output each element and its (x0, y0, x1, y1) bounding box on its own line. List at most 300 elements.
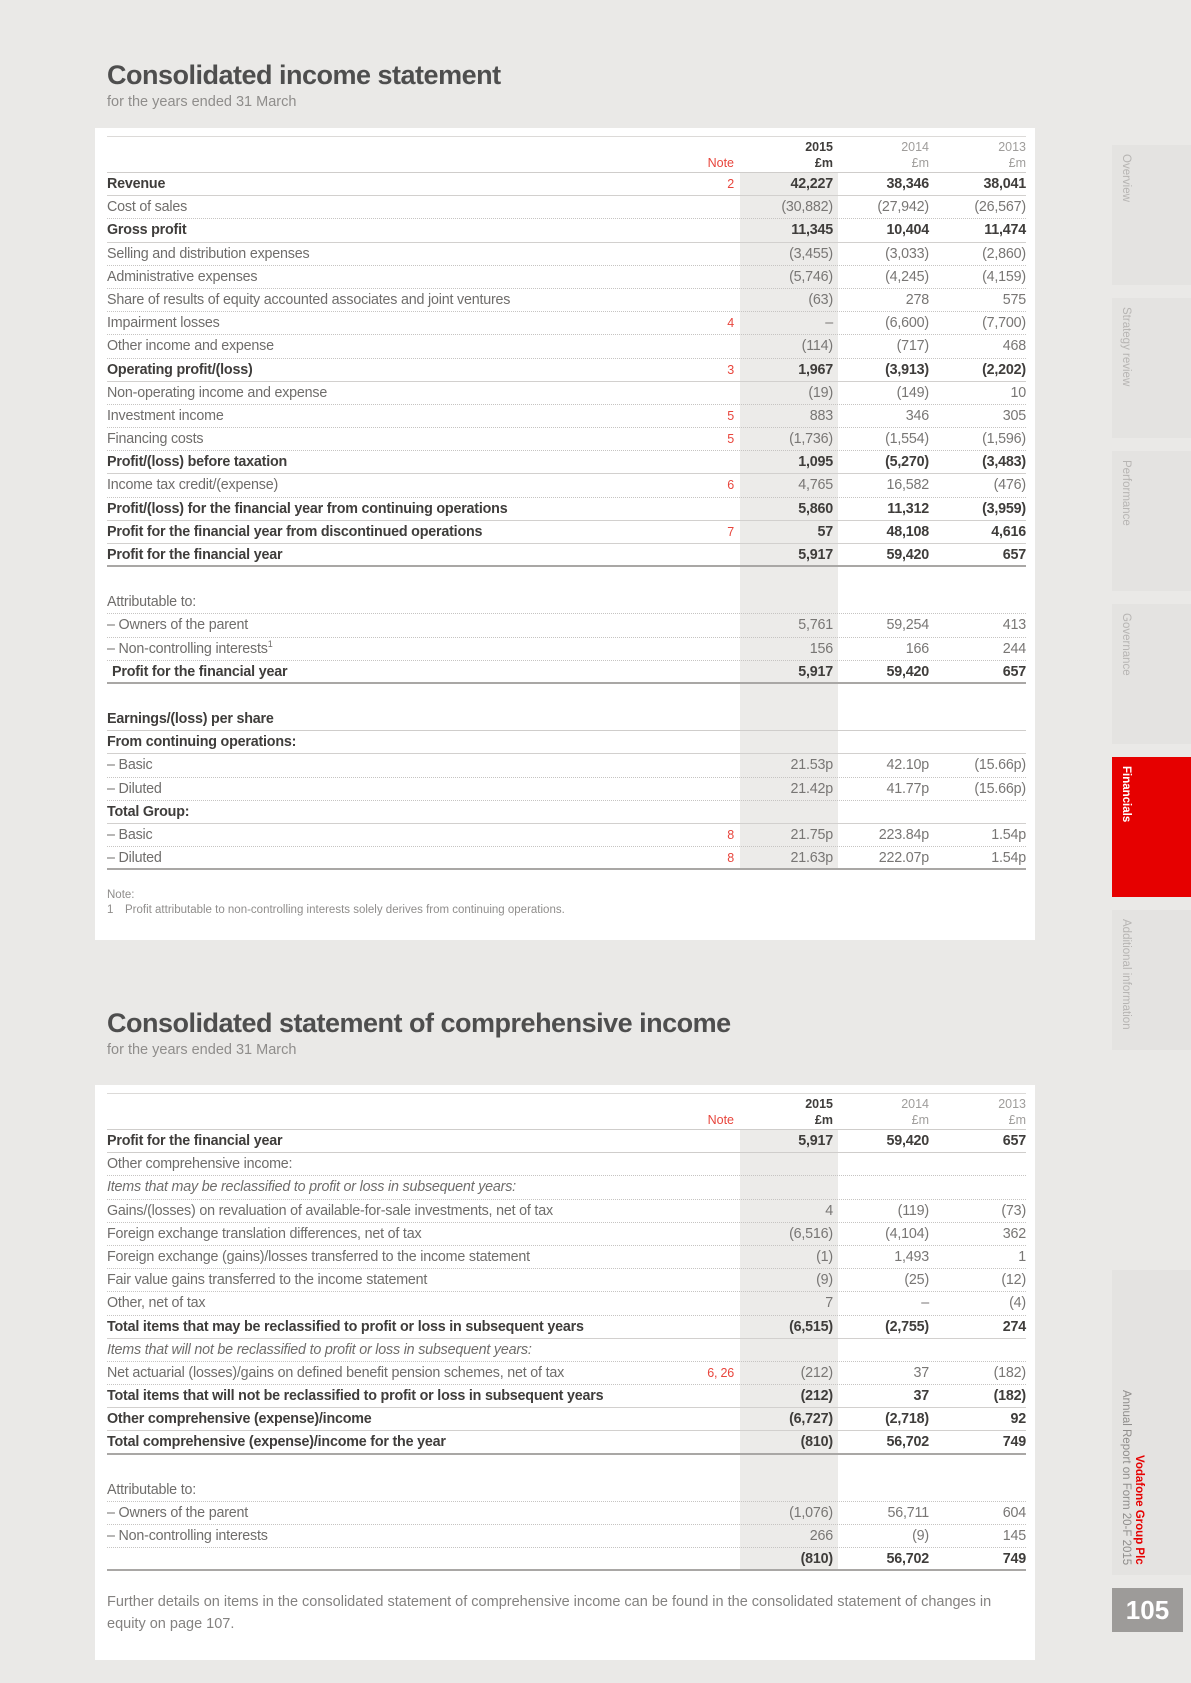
row-label: Non-operating income and expense (107, 384, 328, 401)
value-2013: (3,959) (982, 500, 1026, 517)
row-label: Other comprehensive (expense)/income (107, 1411, 372, 1428)
value-2015: 5,761 (798, 617, 833, 634)
row-label: Fair value gains transferred to the income statement (107, 1272, 428, 1289)
note-ref (696, 1502, 740, 1524)
value-2015 (740, 1339, 833, 1361)
value-2013: (12) (1001, 1272, 1026, 1289)
note-column-header: Note (707, 156, 734, 170)
value-2014: (119) (897, 1202, 929, 1219)
value-2014: 42.10p (886, 757, 929, 774)
note-ref (696, 754, 740, 776)
sidebar-tab-overview (1112, 145, 1191, 285)
row-label: – Owners of the parent (107, 1504, 249, 1521)
value-2013: 274 (1002, 1318, 1026, 1335)
table-row (107, 847, 1026, 870)
value-2015: 266 (809, 1528, 833, 1544)
note-ref: 5 (727, 432, 734, 447)
note-ref (696, 451, 740, 473)
page-subtitle: for the years ended 31 March (107, 94, 297, 110)
note-ref (696, 498, 740, 520)
value-2014: 222.07p (878, 850, 929, 867)
report-name: Annual Report on Form 20-F 2015 (1120, 1389, 1132, 1565)
value-2013 (929, 801, 1026, 823)
table-row (107, 243, 1026, 266)
year-2015-header: 2015 (805, 140, 833, 154)
value-2015: (30,882) (781, 199, 833, 216)
row-label: Revenue (107, 176, 166, 192)
sidebar-tab-additional-information (1112, 910, 1191, 1050)
note-ref (696, 1176, 740, 1198)
row-label: Total items that will not be reclassified to profit or loss in subsequent years (107, 1388, 604, 1405)
value-2014: (4,104) (885, 1225, 929, 1242)
value-2013: (2,202) (982, 361, 1026, 378)
value-2014: 223.84p (878, 826, 929, 843)
row-label: – Diluted (107, 850, 162, 867)
table-row (107, 1153, 1026, 1176)
value-2015 (740, 591, 833, 613)
income-table-header (107, 136, 1026, 173)
value-2013: (7,700) (982, 315, 1026, 332)
table-row (107, 1479, 1026, 1502)
income-footnote (107, 888, 1026, 918)
value-2013: 749 (1002, 1551, 1026, 1568)
row-label: Selling and distribution expenses (107, 245, 310, 262)
sidebar-tab-label: Performance (1120, 460, 1132, 526)
value-2013: 1 (1018, 1248, 1026, 1265)
unit-2015: £m (814, 156, 833, 170)
table-row (107, 544, 1026, 567)
value-2014: 37 (913, 1388, 929, 1405)
value-2014 (833, 731, 929, 753)
unit-2013: £m (1008, 1113, 1026, 1127)
value-2014: 37 (913, 1364, 929, 1381)
row-label: Items that may be reclassified to profit or loss in subsequent years: (107, 1179, 516, 1196)
row-label: Items that will not be reclassified to profit or loss in subsequent years: (107, 1341, 532, 1358)
value-2015: 883 (809, 407, 833, 424)
comprehensive-income-title-block (107, 1008, 731, 1058)
note-ref (696, 1316, 740, 1338)
note-ref: 4 (727, 316, 734, 331)
comprehensive-table-header (107, 1093, 1026, 1130)
value-2014: 41.77p (886, 780, 929, 797)
value-2015: (1,736) (789, 431, 833, 448)
value-2013: 244 (1002, 640, 1026, 657)
value-2013: 10 (1010, 384, 1026, 401)
year-2014-header: 2014 (901, 1097, 929, 1111)
note-ref (696, 243, 740, 265)
row-label: Other, net of tax (107, 1295, 206, 1312)
unit-2014: £m (911, 1113, 929, 1127)
note-ref: 8 (727, 827, 734, 842)
income-table-body (107, 173, 1026, 870)
row-label: Gross profit (107, 222, 187, 239)
table-row (107, 359, 1026, 382)
table-row (107, 1246, 1026, 1269)
table-row (107, 591, 1026, 614)
table-row (107, 173, 1026, 196)
row-label (107, 1548, 696, 1569)
value-2015 (740, 1176, 833, 1198)
value-2013: 657 (1002, 663, 1026, 680)
sidebar-tab-label: Additional information (1120, 919, 1132, 1030)
note-ref (696, 661, 740, 682)
table-row (107, 1316, 1026, 1339)
value-2013: 1.54p (991, 826, 1026, 843)
value-2013: (15.66p) (974, 780, 1026, 797)
value-2013: 413 (1002, 617, 1026, 634)
table-row (107, 1431, 1026, 1454)
note-ref: 5 (727, 408, 734, 423)
row-label: Attributable to: (107, 594, 196, 611)
table-row (107, 521, 1026, 544)
table-row (107, 801, 1026, 824)
value-2014: (5,270) (885, 454, 929, 471)
note-ref: 8 (727, 851, 734, 866)
note-ref (696, 1200, 740, 1222)
note-ref (696, 591, 740, 613)
value-2014: 16,582 (886, 477, 929, 494)
value-2013: 657 (1002, 1133, 1026, 1149)
value-2015: (1) (816, 1248, 833, 1265)
note-ref: 3 (727, 362, 734, 377)
row-label: Impairment losses (107, 315, 220, 332)
value-2015: (810) (800, 1551, 833, 1568)
row-label: Foreign exchange translation differences, net of tax (107, 1225, 422, 1242)
table-row (107, 708, 1026, 731)
section-subtitle: for the years ended 31 March (107, 1042, 297, 1058)
note-ref: 7 (727, 524, 734, 539)
value-2015: 21.63p (790, 850, 833, 867)
table-row (107, 474, 1026, 497)
value-2013 (929, 591, 1026, 613)
note-ref (696, 1130, 740, 1152)
value-2013: 1.54p (991, 850, 1026, 867)
value-2014 (833, 708, 929, 730)
value-2014: (3,033) (885, 245, 929, 262)
row-label: Net actuarial (losses)/gains on defined benefit pension schemes, net of tax (107, 1364, 565, 1381)
value-2013 (929, 708, 1026, 730)
value-2015: (9) (816, 1272, 833, 1289)
note-ref (696, 1525, 740, 1547)
value-2014: 11,312 (887, 500, 929, 517)
table-row (107, 754, 1026, 777)
note-ref (696, 614, 740, 636)
value-2013: 305 (1002, 407, 1026, 424)
year-2014-header: 2014 (901, 140, 929, 154)
row-label: Other income and expense (107, 338, 274, 355)
note-ref (696, 335, 740, 357)
value-2015 (740, 1153, 833, 1175)
value-2014: 56,702 (886, 1551, 929, 1568)
note-ref: 6, 26 (707, 1365, 734, 1380)
sidebar-tab-strategy-review (1112, 298, 1191, 438)
value-2013: (3,483) (982, 454, 1026, 471)
row-label: Other comprehensive income: (107, 1156, 293, 1173)
note-ref (696, 708, 740, 730)
note-ref (696, 1385, 740, 1407)
row-label: Attributable to: (107, 1481, 196, 1498)
value-2014: (4,245) (885, 268, 929, 285)
note-ref (696, 1153, 740, 1175)
table-row (107, 1362, 1026, 1385)
value-2014 (833, 1479, 929, 1501)
note-ref (696, 1339, 740, 1361)
row-label: From continuing operations: (107, 734, 297, 751)
value-2015: 21.42p (790, 780, 833, 797)
table-row (107, 661, 1026, 684)
value-2015: 4,765 (798, 477, 833, 494)
value-2014: 56,702 (886, 1434, 929, 1451)
table-row (107, 196, 1026, 219)
value-2014: 59,420 (886, 1133, 929, 1149)
value-2014 (833, 1339, 929, 1361)
value-2015: (212) (800, 1364, 833, 1381)
value-2014: (25) (904, 1272, 929, 1289)
value-2014 (833, 1176, 929, 1198)
row-label: Investment income (107, 407, 224, 424)
row-label: Foreign exchange (gains)/losses transferred to the income statement (107, 1248, 530, 1265)
value-2013: 575 (1002, 291, 1026, 308)
note-ref (696, 196, 740, 218)
value-2015: (1,076) (789, 1504, 833, 1521)
row-label: – Non-controlling interests (107, 1528, 268, 1544)
value-2015: (6,727) (789, 1411, 833, 1428)
value-2013: (4,159) (982, 268, 1026, 285)
note-column-header: Note (707, 1113, 734, 1127)
value-2013: 38,041 (983, 176, 1026, 192)
row-label: Income tax credit/(expense) (107, 477, 279, 494)
value-2013: 145 (1002, 1528, 1026, 1544)
value-2014: 346 (905, 407, 929, 424)
value-2013 (929, 1339, 1026, 1361)
table-row (107, 1176, 1026, 1199)
value-2015: 7 (825, 1295, 833, 1312)
table-row (107, 219, 1026, 242)
table-row (107, 382, 1026, 405)
value-2015: 5,917 (798, 1133, 833, 1149)
table-row (107, 405, 1026, 428)
note-ref (696, 731, 740, 753)
table-row (107, 498, 1026, 521)
income-statement-panel (95, 128, 1035, 940)
note-ref (696, 219, 740, 241)
table-row (107, 1200, 1026, 1223)
value-2013: (182) (993, 1364, 1026, 1381)
comprehensive-table-body (107, 1130, 1026, 1571)
value-2014: (717) (896, 338, 929, 355)
value-2013: 657 (1002, 547, 1026, 563)
value-2014: (27,942) (877, 199, 929, 216)
table-row (107, 1385, 1026, 1408)
sidebar-tab-label: Governance (1120, 613, 1132, 676)
value-2015: 57 (817, 523, 833, 540)
value-2013: (476) (993, 477, 1026, 494)
value-2014: 10,404 (886, 222, 929, 239)
value-2015: 42,227 (790, 176, 833, 192)
value-2013 (929, 1176, 1026, 1198)
value-2014: (6,600) (885, 315, 929, 332)
note-ref (696, 382, 740, 404)
value-2015 (740, 801, 833, 823)
table-row (107, 824, 1026, 847)
value-2013: (2,860) (982, 245, 1026, 262)
note-ref (696, 1548, 740, 1569)
note-ref (696, 1292, 740, 1314)
value-2014: 166 (905, 640, 929, 657)
value-2013: 604 (1002, 1504, 1026, 1521)
row-label: Cost of sales (107, 199, 188, 216)
value-2014: 59,420 (886, 663, 929, 680)
row-label: Profit for the financial year (107, 1133, 283, 1149)
row-label: Financing costs (107, 431, 204, 448)
row-label: Gains/(losses) on revaluation of available-for-sale investments, net of tax (107, 1202, 553, 1219)
table-row (107, 1223, 1026, 1246)
value-2014 (833, 591, 929, 613)
value-2015: 156 (809, 640, 833, 657)
value-2013: (4) (1009, 1295, 1026, 1312)
value-2015: 4 (825, 1202, 833, 1219)
table-row (107, 1292, 1026, 1315)
value-2014 (833, 801, 929, 823)
value-2014: (149) (896, 384, 929, 401)
page-title: Consolidated income statement (107, 60, 501, 90)
company-name: Vodafone Group Plc (1133, 1455, 1145, 1565)
value-2015: 21.75p (790, 826, 833, 843)
comprehensive-footer-note: Further details on items in the consolidated statement of comprehensive income can be found in the consolidated statement of changes in equity on page 107. (107, 1594, 992, 1633)
value-2015: – (825, 315, 833, 332)
value-2014: (2,718) (885, 1411, 929, 1428)
row-label: – Non-controlling interests$^1$ (107, 638, 273, 657)
table-row (107, 614, 1026, 637)
table-spacer (107, 684, 1026, 708)
table-row (107, 289, 1026, 312)
row-label: Total comprehensive (expense)/income for the year (107, 1434, 446, 1451)
value-2013: 468 (1002, 338, 1026, 355)
sidebar-tab-performance (1112, 451, 1191, 591)
value-2013: (1,596) (982, 431, 1026, 448)
value-2013: 11,474 (984, 222, 1026, 239)
value-2014: (3,913) (885, 361, 929, 378)
table-row (107, 778, 1026, 801)
value-2014: (9) (912, 1528, 929, 1544)
value-2015: (6,516) (789, 1225, 833, 1242)
value-2015: (5,746) (789, 268, 833, 285)
value-2013: 92 (1010, 1411, 1026, 1428)
table-row (107, 428, 1026, 451)
row-label: – Basic (107, 826, 153, 843)
value-2013: (73) (1001, 1202, 1026, 1219)
note-ref (696, 778, 740, 800)
note-ref: 2 (727, 177, 734, 191)
row-label: Earnings/(loss) per share (107, 710, 274, 727)
table-row (107, 638, 1026, 661)
value-2014: 59,254 (886, 617, 929, 634)
row-label: Operating profit/(loss) (107, 361, 253, 378)
value-2014: 38,346 (886, 176, 929, 192)
value-2013 (929, 731, 1026, 753)
footnote-text: Profit attributable to non-controlling interests solely derives from continuing operations. (125, 904, 565, 917)
value-2015: (212) (800, 1388, 833, 1405)
value-2013 (929, 1479, 1026, 1501)
sidebar-tab-financials (1112, 757, 1191, 897)
value-2015: 1,967 (798, 361, 833, 378)
unit-2013: £m (1008, 156, 1026, 170)
value-2015 (740, 708, 833, 730)
value-2014: (1,554) (885, 431, 929, 448)
value-2014: 278 (905, 291, 929, 308)
year-2015-header: 2015 (805, 1097, 833, 1111)
income-statement-title-block (107, 60, 501, 110)
value-2015: 5,917 (798, 663, 833, 680)
row-label: Profit for the financial year (107, 547, 283, 563)
table-row (107, 1502, 1026, 1525)
value-2015: (3,455) (789, 245, 833, 262)
value-2015: 5,917 (798, 547, 833, 563)
note-ref (696, 1269, 740, 1291)
value-2013: 362 (1002, 1225, 1026, 1242)
note-ref (696, 638, 740, 660)
row-label: Profit/(loss) for the financial year from continuing operations (107, 500, 508, 517)
row-label: – Diluted (107, 780, 162, 797)
value-2013 (929, 1153, 1026, 1175)
table-spacer (107, 567, 1026, 591)
value-2015: 21.53p (790, 757, 833, 774)
table-spacer (107, 1455, 1026, 1479)
value-2013: (15.66p) (974, 757, 1026, 774)
section-title: Consolidated statement of comprehensive income (107, 1008, 731, 1038)
note-ref (696, 1431, 740, 1452)
table-row (107, 1548, 1026, 1571)
footnote-label: Note: (107, 889, 135, 902)
value-2014: – (921, 1295, 929, 1312)
value-2014: 56,711 (887, 1504, 929, 1521)
sidebar-tab-governance (1112, 604, 1191, 744)
year-2013-header: 2013 (998, 1097, 1026, 1111)
row-label: Share of results of equity accounted associates and joint ventures (107, 291, 511, 308)
note-ref (696, 1479, 740, 1501)
sidebar-tab-label: Strategy review (1120, 307, 1132, 387)
value-2014: (2,755) (885, 1318, 929, 1335)
note-ref (696, 1408, 740, 1430)
value-2015: (19) (808, 384, 833, 401)
table-row (107, 266, 1026, 289)
value-2015: (63) (808, 291, 833, 308)
row-label: – Basic (107, 757, 153, 774)
row-label: Total items that may be reclassified to profit or loss in subsequent years (107, 1318, 584, 1335)
sidebar-tab-label: Overview (1120, 154, 1132, 202)
sidebar-tab-label: Financials (1120, 766, 1132, 823)
unit-2015: £m (814, 1113, 833, 1127)
value-2014: 1,493 (894, 1248, 929, 1265)
row-label: – Owners of the parent (107, 617, 249, 634)
value-2015 (740, 1479, 833, 1501)
note-ref (696, 801, 740, 823)
value-2015: 5,860 (798, 500, 833, 517)
row-label: Total Group: (107, 803, 190, 820)
value-2014: 48,108 (886, 523, 929, 540)
value-2013: (182) (993, 1388, 1026, 1405)
table-row (107, 1525, 1026, 1548)
value-2015 (740, 731, 833, 753)
value-2015: (114) (801, 338, 833, 355)
note-ref (696, 1246, 740, 1268)
footnote-number: 1 (107, 904, 114, 917)
value-2015: (810) (800, 1434, 833, 1451)
value-2013: (26,567) (974, 199, 1026, 216)
value-2015: 11,345 (791, 222, 833, 239)
year-2013-header: 2013 (998, 140, 1026, 154)
table-row (107, 1408, 1026, 1431)
